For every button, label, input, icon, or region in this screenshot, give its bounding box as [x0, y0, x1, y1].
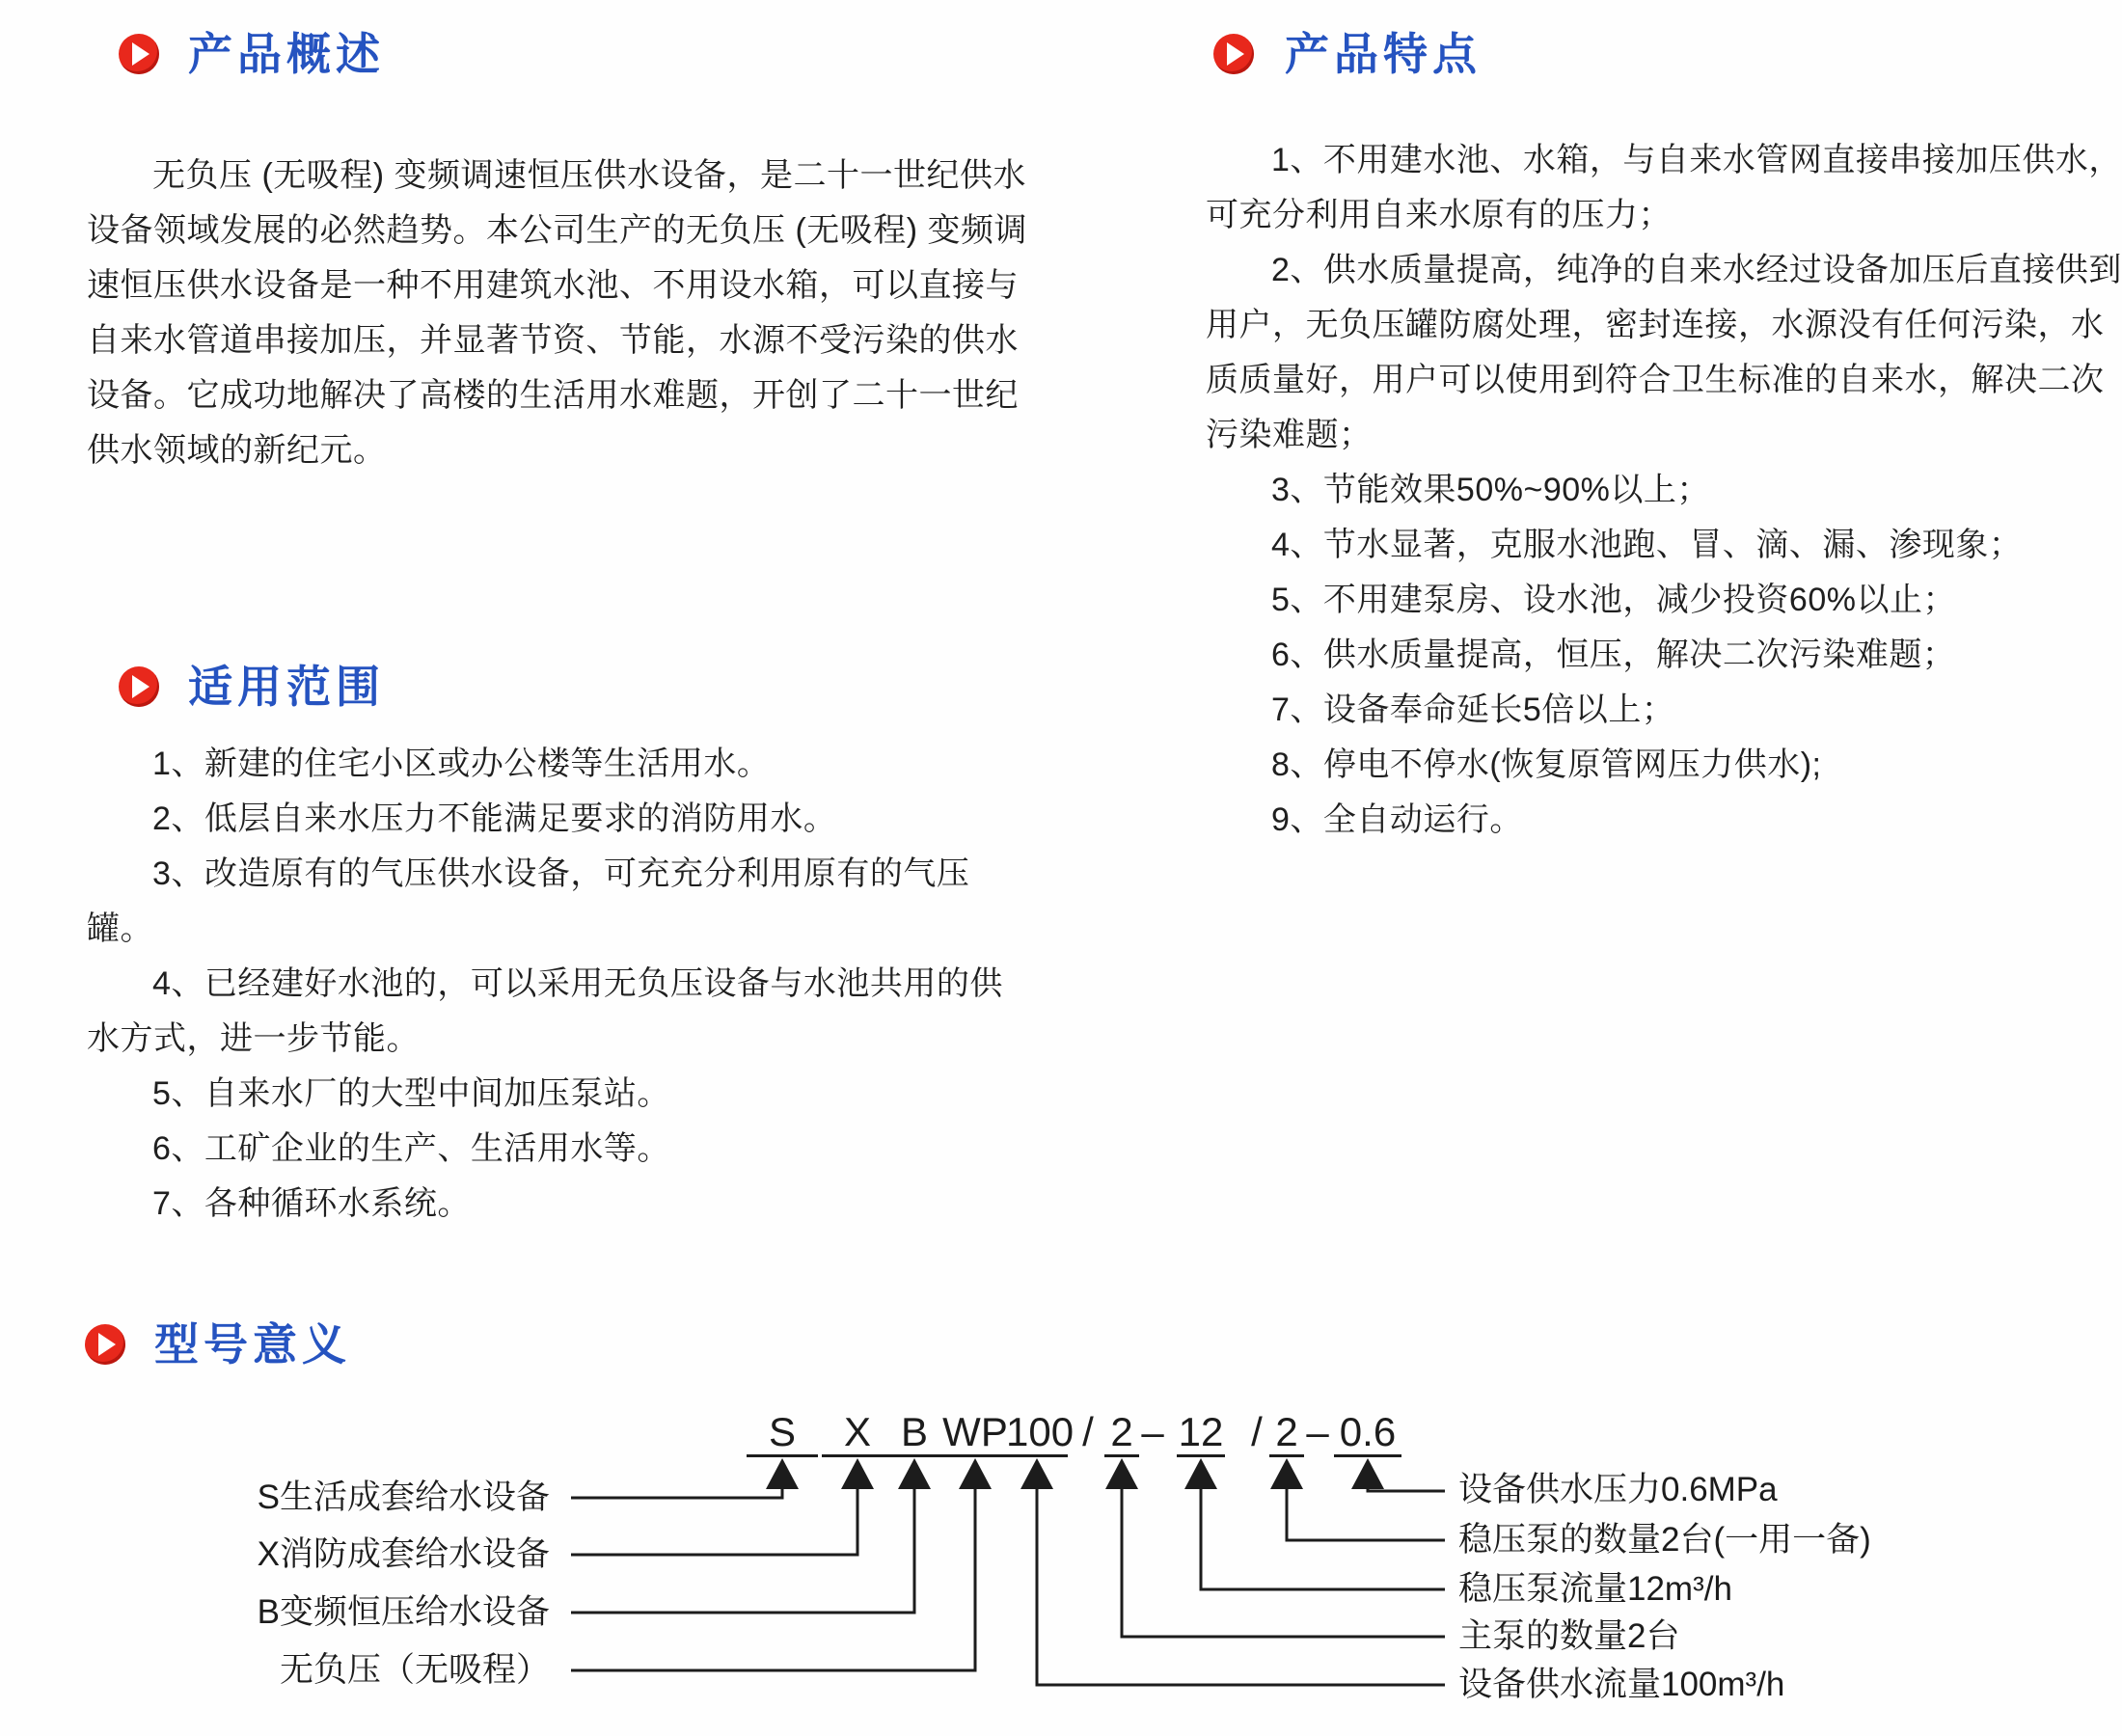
feature-item: 9、全自动运行。 [1271, 801, 1523, 838]
model-code-separator: / [1082, 1409, 1094, 1454]
scope-item: 3、改造原有的气压供水设备，可充充分利用原有的气压罐。 [87, 855, 970, 947]
model-label-right: 稳压泵流量12m³/h [1458, 1570, 1732, 1608]
scope-item: 7、各种循环水系统。 [152, 1185, 471, 1222]
section-title-model: 型号意义 [154, 1319, 351, 1370]
section-header-model [85, 1319, 351, 1370]
right-column [1206, 0, 2122, 848]
model-label-right: 稳压泵的数量2台(一用一备) [1458, 1521, 1871, 1559]
model-code-separator: / [1251, 1409, 1263, 1454]
model-label-left: B变频恒压给水设备 [257, 1593, 550, 1631]
model-code-segment: X [822, 1410, 893, 1457]
left-column [87, 0, 1051, 1232]
model-code-segment: 2 [1104, 1410, 1139, 1457]
feature-item: 7、设备奉命延长5倍以上； [1271, 692, 1675, 728]
overview-paragraph: 无负压 (无吸程) 变频调速恒压供水设备，是二十一世纪供水设备领域发展的必然趋势。本公司生产的无负压 (无吸程) 变频调速恒压供水设备是一种不用建筑水池、不用设水箱，可以直接与自来水管道串接加压，并显著节资、节能，水源不受污染的供水设备。它成功地解决了高楼的生活用水难题，开创了二十一世纪供水领域的新纪元。 [87, 157, 1028, 469]
model-label-right: 设备供水压力0.6MPa [1458, 1471, 1778, 1508]
model-code-segment: 100 [1006, 1410, 1068, 1457]
play-bullet-icon [119, 666, 159, 707]
feature-item: 4、节水显著，克服水池跑、冒、滴、漏、渗现象； [1271, 527, 2023, 563]
scope-item: 6、工矿企业的生产、生活用水等。 [152, 1130, 670, 1167]
feature-item: 1、不用建水池、水箱，与自来水管网直接串接加压供水，可充分利用自来水原有的压力； [1206, 142, 2122, 233]
features-item-list [1206, 133, 2122, 848]
up-arrow-icons [766, 1458, 1384, 1489]
model-label-left: 无负压（无吸程） [279, 1651, 550, 1689]
model-code-segment: 0.6 [1334, 1410, 1401, 1457]
scope-item-list [87, 737, 1020, 1232]
scope-item: 5、自来水厂的大型中间加压泵站。 [152, 1075, 670, 1112]
feature-item: 3、节能效果50%~90%以上； [1271, 472, 1710, 508]
model-code-separator: – [1141, 1409, 1164, 1454]
section-title-scope: 适用范围 [188, 662, 385, 712]
feature-item: 5、不用建泵房、设水池，减少投资60%以止； [1271, 582, 1956, 618]
feature-item: 6、供水质量提高，恒压，解决二次污染难题； [1271, 637, 1956, 673]
model-label-right: 主泵的数量2台 [1458, 1617, 1680, 1655]
model-code-segment: B [887, 1410, 941, 1457]
model-code-segment: S [747, 1410, 818, 1457]
model-code-segment: 2 [1269, 1410, 1304, 1457]
model-label-left: X消防成套给水设备 [257, 1535, 550, 1573]
section-title-features: 产品特点 [1285, 29, 1482, 79]
section-header-scope [119, 662, 1051, 712]
model-code-segment: 12 [1177, 1410, 1225, 1457]
scope-item: 2、低层自来水压力不能满足要求的消防用水。 [152, 800, 837, 837]
scope-item: 4、已经建好水池的，可以采用无负压设备与水池共用的供水方式，进一步节能。 [87, 965, 1003, 1057]
scope-item: 1、新建的住宅小区或办公楼等生活用水。 [152, 746, 771, 782]
feature-item: 8、停电不停水(恢复原管网压力供水); [1271, 746, 1822, 783]
section-title-overview: 产品概述 [188, 29, 385, 79]
play-bullet-icon [85, 1324, 125, 1365]
play-bullet-icon [1213, 34, 1254, 74]
model-code-separator: – [1306, 1409, 1329, 1454]
model-code-segment: WP [940, 1410, 1010, 1457]
section-header-overview [119, 29, 1051, 79]
feature-item: 2、供水质量提高，纯净的自来水经过设备加压后直接供到用户，无负压罐防腐处理，密封连接，水源没有任何污染，水质质量好，用户可以使用到符合卫生标准的自来水，解决二次污染难题； [1206, 252, 2122, 453]
model-label-left: S生活成套给水设备 [257, 1478, 550, 1516]
section-header-features [1213, 29, 2122, 79]
play-bullet-icon [119, 34, 159, 74]
model-label-right: 设备供水流量100m³/h [1458, 1666, 1785, 1703]
